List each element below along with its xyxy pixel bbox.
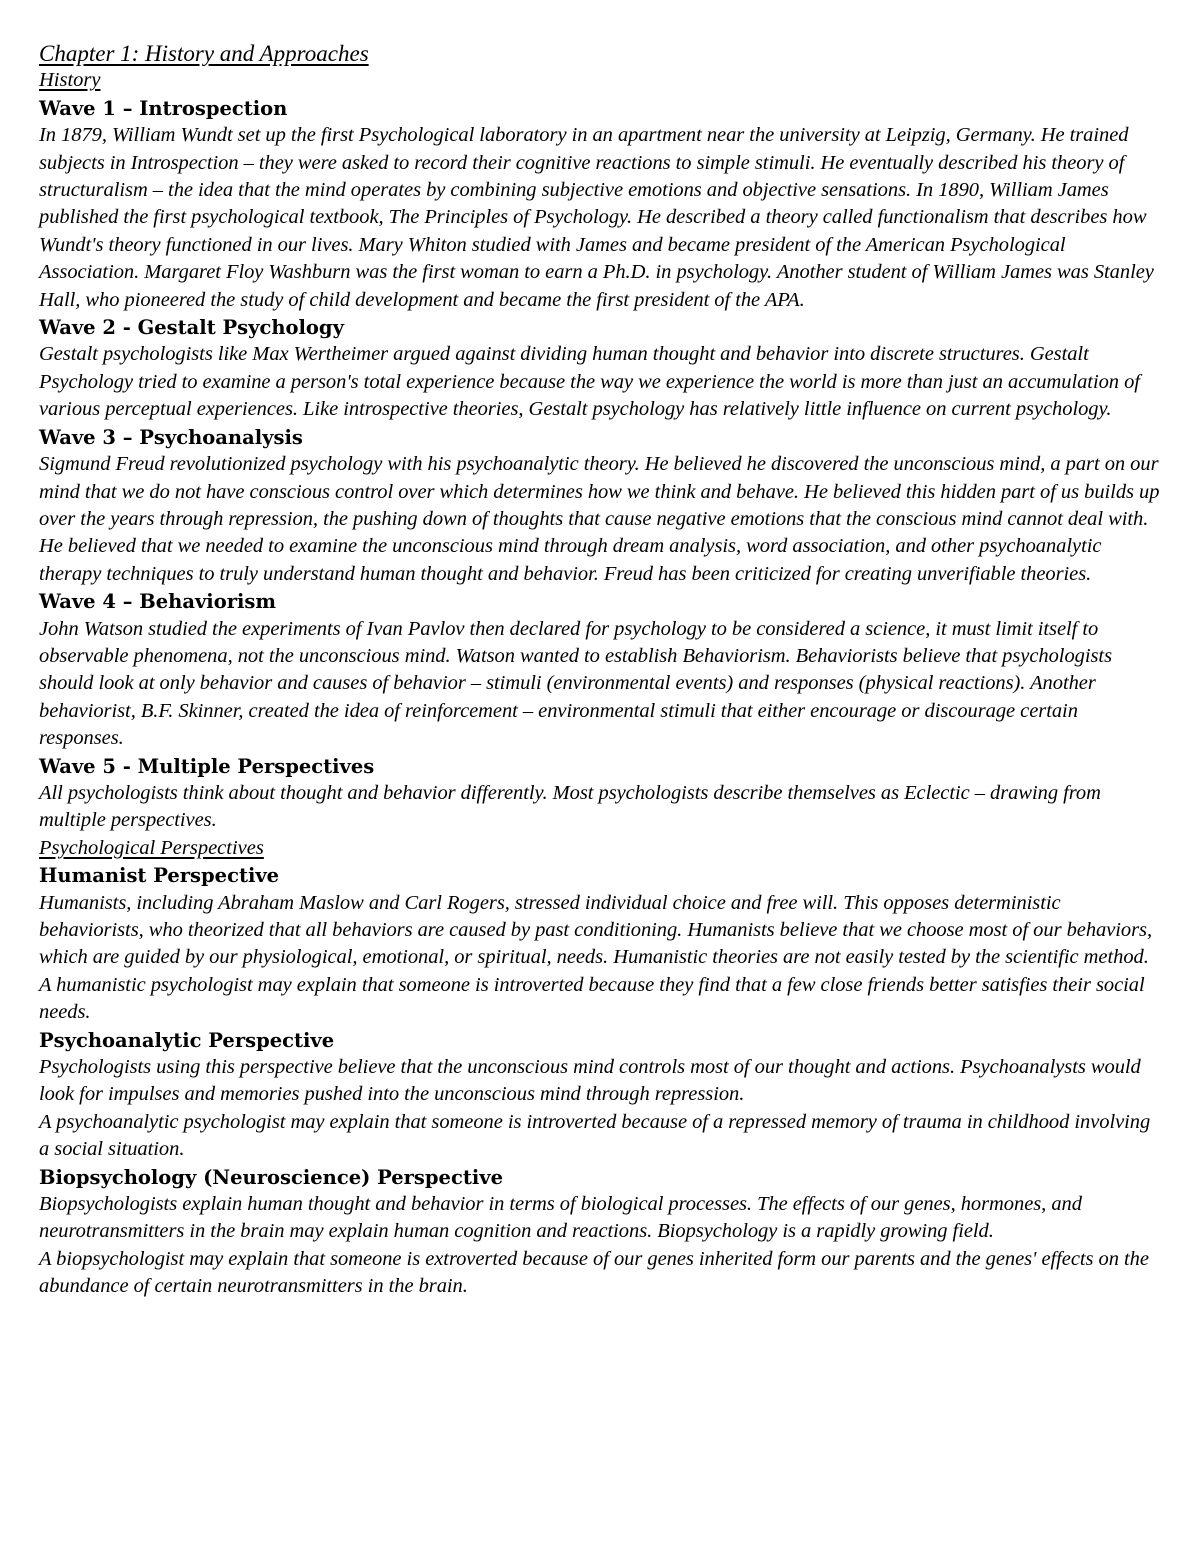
biopsychology-paragraph-2: A biopsychologist may explain that someone is extroverted because of our genes inherited form our parents and the genes' effects on the abundance of certain neurotransmitters in the brain. [39,1247,1149,1298]
psychoanalytic-paragraph-2: A psychoanalytic psychologist may explain that someone is introverted because of a repressed memory of trauma in childhood involving a social situation. [39,1110,1151,1161]
humanist-paragraph-2: A humanistic psychologist may explain that someone is introverted because they find that a few close friends better satisfies their social needs. [39,973,1145,1024]
wave-5-heading: Wave 5 - Multiple Perspectives [39,754,375,778]
wave-5-text: All psychologists think about thought and behavior differently. Most psychologists describe themselves as Eclectic – drawing from multiple perspectives. [39,781,1101,832]
perspectives-label: Psychological Perspectives [39,836,264,859]
wave-4-heading: Wave 4 – Behaviorism [39,590,276,614]
psychoanalytic-paragraph-1: Psychologists using this perspective believe that the unconscious mind controls most of our thought and actions. Psychoanalysts would look for impulses and memories pushed into the unconscious mind through repression. [39,1056,1141,1106]
wave-2-heading: Wave 2 - Gestalt Psychology [39,316,344,340]
chapter-title: Chapter 1: History and Approaches [39,41,369,66]
history-label: History [39,69,101,92]
wave-2-text: Gestalt psychologists like Max Wertheimer argued against dividing human thought and behavior into discrete structures. Gestalt Psychology tried to examine a person's total experience because the way we experience the world is more than just an accumulation of various perceptual experiences. Like introspective theories, Gestalt psychology has relatively little influence on current psychology. [39,343,1140,421]
wave-1-heading: Wave 1 – Introspection [39,96,288,120]
wave-3-text: Sigmund Freud revolutionized psychology with his psychoanalytic theory. He believed he discovered the unconscious mind, a part on our mind that we do not have conscious control over which determines how we think and behave. He believed this hidden part of us builds up over the years through repression, the pushing down of thoughts that cause negative emotions that the conscious mind cannot deal with. He believed that we needed to examine the unconscious mind through dream analysis, word association, and other psychoanalytic therapy techniques to truly understand human thought and behavior. Freud has been criticized for creating unverifiable theories. [39,453,1160,585]
wave-1-text: In 1879, William Wundt set up the first Psychological laboratory in an apartment near the university at Leipzig, Germany. He trained subjects in Introspection – they were asked to record their cognitive reactions to simple stimuli. He eventually described his theory of structuralism – the idea that the mind operates by combining subjective emotions and objective sensations. In 1890, William James published the first psychological textbook, The Principles of Psychology. He described a theory called functionalism that describes how Wundt's theory functioned in our lives. Mary Whiton studied with James and became president of the American Psychological Association. Margaret Floy Washburn was the first woman to earn a Ph.D. in psychology. Another student of William James was Stanley Hall, who pioneered the study of child development and became the first president of the APA. [39,124,1154,311]
biopsychology-heading: Biopsychology (Neuroscience) Perspective [39,1165,503,1189]
humanist-heading: Humanist Perspective [39,864,280,888]
wave-4-text: John Watson studied the experiments of Ivan Pavlov then declared for psychology to be considered a science, it must limit itself to observable phenomena, not the unconscious mind. Watson wanted to establish Behaviorism. Behaviorists believe that psychologists should look at only behavior and causes of behavior – stimuli (environmental events) and responses (physical reactions). Another behaviorist, B.F. Skinner, created the idea of reinforcement – environmental stimuli that either encourage or discourage certain responses. [39,617,1112,750]
wave-3-heading: Wave 3 – Psychoanalysis [39,425,303,449]
biopsychology-paragraph-1: Biopsychologists explain human thought and behavior in terms of biological processes. The effects of our genes, hormones, and neurotransmitters in the brain may explain human cognition and reactions. Biopsychology is a rapidly growing field. [39,1193,1082,1243]
document-page [39,40,1164,1301]
humanist-paragraph-1: Humanists, including Abraham Maslow and Carl Rogers, stressed individual choice and free will. This opposes deterministic behaviorists, who theorized that all behaviors are caused by past conditioning. Humanists believe that we choose most of our behaviors, which are guided by our physiological, emotional, or spiritual, needs. Humanistic theories are not easily tested by the scientific method. [39,891,1153,969]
psychoanalytic-heading: Psychoanalytic Perspective [39,1028,335,1052]
